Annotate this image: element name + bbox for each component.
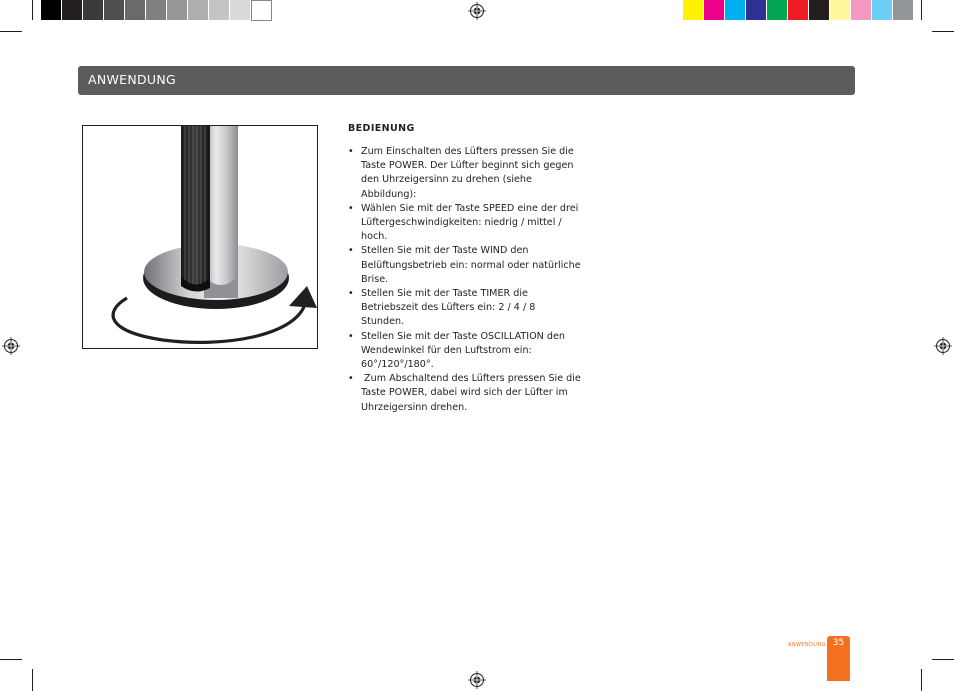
instruction-list xyxy=(348,145,593,415)
color-swatch xyxy=(683,0,704,20)
tower-fan-rotation-illustration-icon xyxy=(83,126,317,348)
crop-mark xyxy=(0,31,22,32)
registration-mark-icon xyxy=(934,337,952,355)
crop-mark xyxy=(32,0,33,20)
process-color-bar xyxy=(683,0,914,20)
crop-mark xyxy=(932,31,954,32)
color-swatch xyxy=(851,0,872,20)
gray-swatch xyxy=(167,0,188,20)
page-number: 35 xyxy=(832,638,845,648)
instruction-line: Belüftungsbetrieb ein: normal oder natürliche xyxy=(361,259,581,271)
instruction-line: Uhrzeigersinn drehen. xyxy=(361,401,468,413)
color-swatch xyxy=(746,0,767,20)
instruction-line: Wendewinkel für den Luftstrom ein: xyxy=(361,344,532,356)
registration-mark-icon xyxy=(2,337,20,355)
instruction-item xyxy=(348,330,593,373)
gray-swatch xyxy=(104,0,125,20)
instruction-line: Wählen Sie mit der Taste SPEED eine der drei xyxy=(361,202,579,214)
page-number-tab xyxy=(827,636,850,681)
registration-mark-icon xyxy=(468,671,486,689)
color-swatch xyxy=(830,0,851,20)
gray-swatch xyxy=(41,0,62,20)
instruction-line: Zum Abschaltend des Lüfters pressen Sie die xyxy=(361,373,581,385)
instruction-line: Zum Einschalten des Lüfters pressen Sie die xyxy=(361,146,574,157)
color-swatch xyxy=(809,0,830,20)
instruction-line: Taste POWER, dabei wird sich der Lüfter im xyxy=(361,387,568,399)
instruction-line: 60°/120°/180°. xyxy=(361,359,434,371)
subheading: BEDIENUNG xyxy=(348,123,415,134)
grayscale-color-bar xyxy=(41,0,272,20)
instruction-item xyxy=(348,287,593,330)
section-title: ANWENDUNG xyxy=(88,72,177,87)
gray-swatch xyxy=(188,0,209,20)
gray-swatch xyxy=(230,0,251,20)
instruction-line: Stellen Sie mit der Taste TIMER die xyxy=(361,288,528,300)
bullet-icon: • xyxy=(348,202,354,214)
gray-swatch xyxy=(125,0,146,20)
instruction-item xyxy=(348,202,593,245)
instruction-item xyxy=(348,145,593,202)
instruction-line: Brise. xyxy=(361,273,389,285)
bullet-icon: • xyxy=(348,373,354,385)
instruction-item xyxy=(348,372,593,415)
registration-mark-icon xyxy=(468,2,486,20)
color-swatch xyxy=(704,0,725,20)
gray-swatch xyxy=(146,0,167,20)
instruction-line: Stellen Sie mit der Taste OSCILLATION den xyxy=(361,330,565,342)
figure-frame xyxy=(82,125,318,349)
crop-mark xyxy=(32,669,33,691)
gray-swatch xyxy=(209,0,230,20)
instruction-line: Betriebszeit des Lüfters ein: 2 / 4 / 8 xyxy=(361,302,536,314)
gray-swatch xyxy=(62,0,83,20)
gray-swatch xyxy=(83,0,104,20)
footer-section-label: ANWENDUNG xyxy=(788,642,826,648)
color-swatch xyxy=(893,0,914,20)
color-swatch xyxy=(767,0,788,20)
section-header-bar xyxy=(78,66,855,95)
instruction-line: Stellen Sie mit der Taste WIND den xyxy=(361,245,529,257)
color-swatch xyxy=(788,0,809,20)
instruction-line: Taste POWER. Der Lüfter beginnt sich gegen xyxy=(361,160,574,172)
color-swatch xyxy=(872,0,893,20)
crop-mark xyxy=(921,0,922,20)
crop-mark xyxy=(0,659,22,660)
instruction-item xyxy=(348,244,593,287)
gray-swatch xyxy=(251,0,272,21)
bullet-icon: • xyxy=(348,245,354,257)
crop-mark xyxy=(921,669,922,691)
instruction-line: hoch. xyxy=(361,231,388,243)
bullet-icon: • xyxy=(348,146,354,157)
instruction-line: den Uhrzeigersinn zu drehen (siehe xyxy=(361,174,532,186)
instruction-line: Abbildung): xyxy=(361,188,417,200)
instruction-line: Lüftergeschwindigkeiten: niedrig / mittel / xyxy=(361,217,562,229)
instruction-line: Stunden. xyxy=(361,316,405,328)
crop-mark xyxy=(932,659,954,660)
color-swatch xyxy=(725,0,746,20)
bullet-icon: • xyxy=(348,288,354,300)
bullet-icon: • xyxy=(348,330,354,342)
